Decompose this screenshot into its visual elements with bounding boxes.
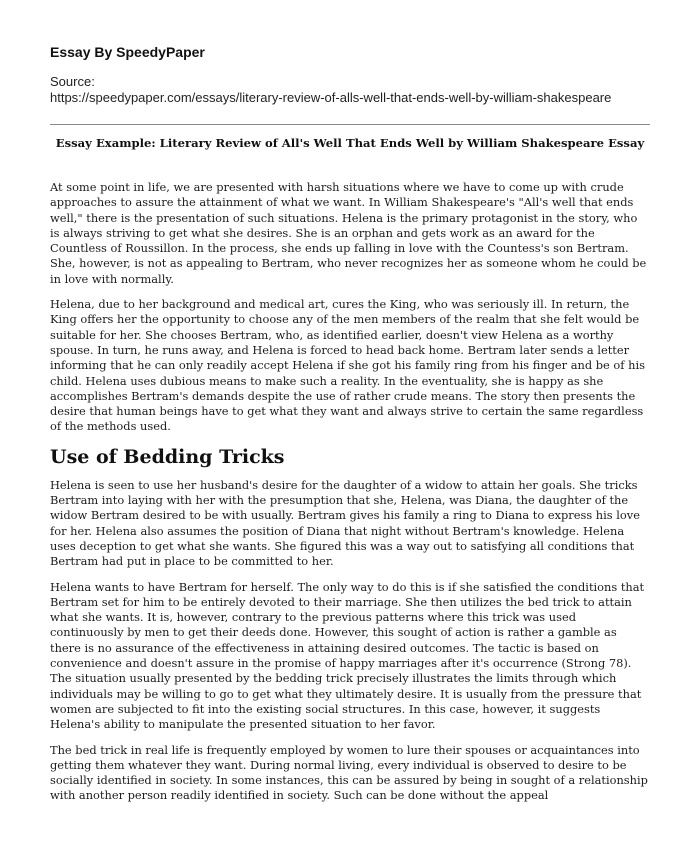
paragraph: At some point in life, we are presented with harsh situations where we have to come up with crude approaches to assure the attainment of what we want. In William Shakespeare's "All's well that ends well," there is the presentation of such situations. Helena is the primary protagonist in the story, who is always striving to get what she desires. She is an orphan and gets work as an award for the Countless of Roussillon. In the process, she ends up falling in love with the Countess's son Bertram. She, however, is not as appealing to Bertram, who never recognizes her as someone whom he could be in love with normally. [50,180,647,286]
header-divider [50,124,650,125]
paragraph: The bed trick in real life is frequently employed by women to lure their spouses or acquaintances into getting them whatever they want. During normal living, every individual is observed to desire to be socially identified in society. In some instances, this can be assured by being in sought of a relationship with another person readily identified in society. Such can be done without the appeal [50,742,648,803]
paragraph: Helena wants to have Bertram for herself. The only way to do this is if she satisfied the conditions that Bertram set for him to be entirely devoted to their marriage. She then utilizes the bed trick to attain what she wants. It is, however, contrary to the previous patterns where this trick was used continuously by men to get their deeds done. However, this sought of action is rather a gamble as there is no assurance of the effectiveness in attaining desired outcomes. The tactic is based on convenience and doesn't assure in the promise of happy marriages after it's occurrence (Strong 78). The situation usually presented by the bedding trick precisely illustrates the limits through which individuals may be willing to go to get what they ultimately desire. It is usually from the pressure that women are subjected to fit into the existing social structures. In this case, however, it suggests Helena's ability to manipulate the presented situation to her favor. [50,579,645,732]
essay-body [50,180,650,814]
source-label: Source: [50,74,95,89]
essay-brand: Essay By SpeedyPaper [50,44,205,60]
paragraph: Helena, due to her background and medical art, cures the King, who was seriously ill. In return, the King offers her the opportunity to choose any of the men members of the realm that she felt would be suitable for her. She chooses Bertram, who, as identified earlier, doesn't view Helena as a worthy spouse. In turn, he runs away, and Helena is forced to head back home. Bertram later sends a letter informing that he can only readily accept Helena if she got his family ring from his finger and be of his child. Helena uses dubious means to make such a reality. In the eventuality, she is happy as she accomplishes Bertram's demands despite the use of rather crude means. The story then presents the desire that human beings have to get what they want and always strive to certain the same regardless of the methods used. [50,297,645,434]
section-heading: Use of Bedding Tricks [50,445,285,468]
essay-title: Essay Example: Literary Review of All's Well That Ends Well by William Shakespeare Essay [55,136,645,150]
paragraph: Helena is seen to use her husband's desire for the daughter of a widow to attain her goals. She tricks Bertram into laying with her with the presumption that she, Helena, was Diana, the daughter of the widow Bertram desired to be with usually. Bertram gives his family a ring to Diana to express his love for her. Helena also assumes the position of Diana that night without Bertram's knowledge. Helena uses deception to get what she wants. She figured this was a way out to satisfying all conditions that Bertram had put in place to be committed to her. [50,477,640,569]
source-url[interactable]: https://speedypaper.com/essays/literary-review-of-alls-well-that-ends-well-by-william-shakespeare [50,90,612,105]
